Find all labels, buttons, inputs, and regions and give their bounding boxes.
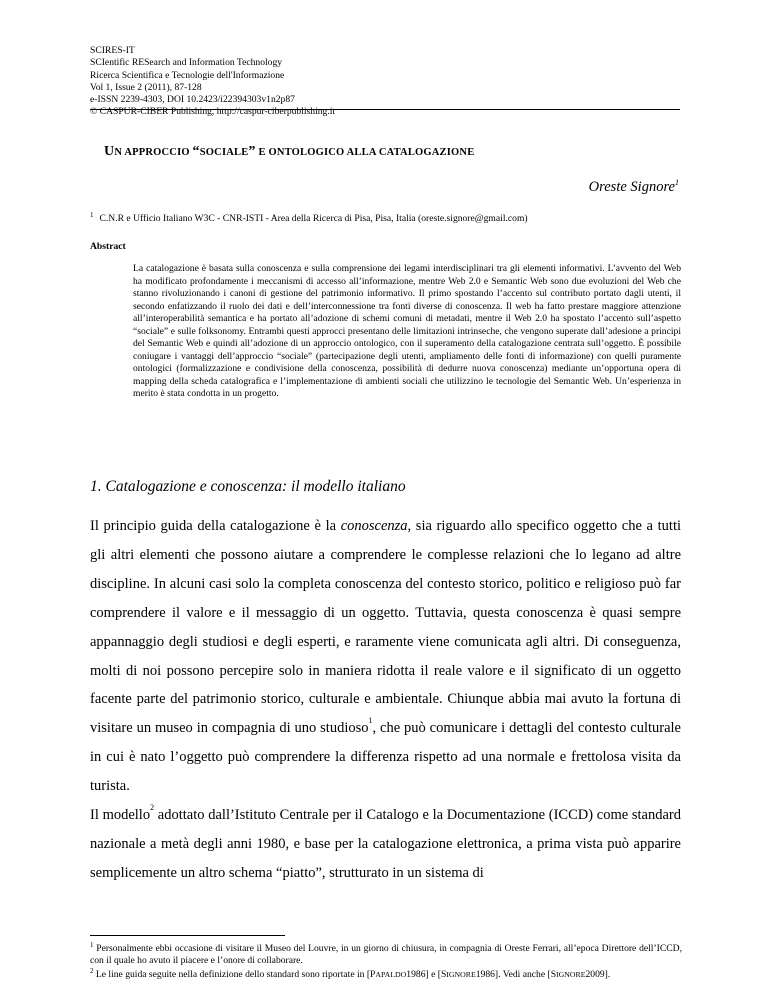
body-text-span: , sia riguardo allo specifico oggetto che a tutti gli altri elementi che possono aiutare a comprendere le complesse relazioni che lo legano ad altre discipline. In alcuni casi solo la completa conoscenza del contesto storico, politico e religioso può far comprendere il valore e il messaggio di un oggetto. Tuttavia, questa conoscenza è quasi sempre appannaggio degli studiosi e degli esperti, e raramente viene comunicata agli altri. Di conseguenza, molti di noi possono percepire solo in maniera ridotta il reale valore e il significato di un oggetto facente parte del patrimonio storico, culturale e ambientale. Chiunque abbia mai avuto la fortuna di visitare un museo in compagnia di uno studioso bbox=[90, 518, 681, 737]
body-text-span: adottato dall’Istituto Centrale per il Catalogo e la Documentazione (ICCD) come standard nazionale a metà degli anni 1980, e base per la catalogazione elettronica, a prima vista può apparire semplicemente un altro schema “piatto”, strutturato in un sistema di bbox=[90, 807, 681, 881]
section-heading: 1. Catalogazione e conoscenza: il modello italiano bbox=[90, 478, 406, 495]
citation-text: 1986]. Vedi anche [ bbox=[475, 969, 551, 981]
title-part: N APPROCCIO bbox=[114, 147, 193, 158]
body-text-span: Il modello bbox=[90, 807, 151, 824]
citation-text: S bbox=[550, 969, 557, 981]
body-text-span: Il principio guida della catalogazione è la bbox=[90, 518, 341, 534]
author-name bbox=[589, 178, 679, 196]
footnote-reference: 2 bbox=[150, 803, 155, 813]
journal-header bbox=[90, 45, 680, 119]
footnote-text: Personalmente ebbi occasione di visitare il Museo del Louvre, in un giorno di chiusura, in compagnia di Oreste Ferrari, all’epoca Direttore dell’ICCD, con il quale ho avuto il piacere e l’onore di collaborare. bbox=[90, 943, 682, 966]
paper-title bbox=[104, 144, 474, 160]
title-part: U bbox=[104, 144, 115, 159]
title-part: ” bbox=[248, 144, 256, 159]
journal-header-line: SCIRES-IT bbox=[90, 45, 135, 56]
footnote-marker: 2 bbox=[90, 967, 94, 976]
citation-text: P bbox=[370, 969, 376, 981]
header-divider bbox=[90, 109, 680, 110]
body-text-span: , che può comunicare i dettagli del contesto culturale in cui è nato l’oggetto può comprendere la differenza rispetto ad una normale e frettolosa visita da turista. bbox=[90, 720, 681, 795]
author-name-text: Oreste Signore bbox=[588, 179, 675, 195]
footnote-reference: 1 bbox=[368, 716, 373, 726]
abstract-body: La catalogazione è basata sulla conoscenza e sulla comprensione dei legami interdisciplinari tra gli elementi informativi. L’avvento del Web ha modificato profondamente i meccanismi di accesso all’informazione, mentre Web 2.0 e Semantic Web sono due evoluzioni del Web che stanno rivoluzionando i canoni di gestione del patrimonio informativo. Il primo spostando l’accento sul contributo portato dagli utenti, il secondo enfatizzando il ruolo dei dati e dell’interconnessione tra fonti diverse di conoscenza. Il web ha fatto prestare maggiore attenzione all’interoperabilità semantica e ha portato all’adozione di schemi comuni di metadati, mentre il Web 2.0 ha spostato l’accento sull’aspetto “sociale” e sulle folksonomy. Entrambi questi approcci presentano delle limitazioni intrinseche, che vengono superate dall’adesione a principi del Semantic Web e quindi all’adozione di un approccio ontologico, con il superamento della catalogazione centrata sull’oggetto. È possibile coniugare i vantaggi dell’approccio “sociale” (partecipazione degli utenti, ampliamento delle fonti di informazione) con quelli puramente ontologici (formalizzazione e condivisione della conoscenza, possibilità di dedurre nuova conoscenza) mediante un’opportuna opera di mapping della scheda catalografica e l’implementazione di ambienti sociali che utilizzino le tecnologie del Semantic Web. Un’esperienza in merito è stata condotta in un progetto. bbox=[133, 263, 681, 399]
citation-text: S bbox=[440, 969, 447, 981]
title-part: E ONTOLOGICO ALLA CATALOGAZIONE bbox=[255, 147, 475, 158]
author-affiliation bbox=[90, 211, 528, 224]
citation-text: 2009]. bbox=[585, 969, 611, 981]
emphasis-text: conoscenza bbox=[340, 518, 408, 534]
citation-text: APALDO bbox=[375, 970, 407, 980]
journal-header-line: SCIentific RESearch and Information Technology bbox=[90, 57, 283, 69]
body-text bbox=[90, 512, 681, 888]
citation-text: IGNORE bbox=[446, 970, 476, 980]
author-affiliation-marker: 1 bbox=[675, 178, 679, 187]
footnote-text: Le line guida seguite nella definizione dello standard sono riportate in [ bbox=[93, 969, 371, 981]
footnotes bbox=[90, 940, 682, 981]
body-paragraph bbox=[90, 801, 681, 888]
citation-text: 1986] e [ bbox=[406, 969, 441, 981]
footnote-1 bbox=[90, 940, 682, 966]
affiliation-text: C.N.R e Ufficio Italiano W3C - CNR-ISTI - Area della Ricerca di Pisa, Pisa, Italia (oreste.signore@gmail.com) bbox=[99, 213, 528, 224]
abstract-heading: Abstract bbox=[90, 241, 126, 252]
title-part: SOCIALE bbox=[199, 147, 249, 158]
journal-header-line: Vol 1, Issue 2 (2011), 87-128 bbox=[90, 81, 202, 93]
body-paragraph bbox=[90, 512, 681, 801]
journal-header-line: © CASPUR-CIBER Publishing, http://caspur-ciberpublishing.it bbox=[90, 106, 336, 118]
footnote-marker: 1 bbox=[90, 941, 94, 949]
affiliation-marker: 1 bbox=[90, 211, 94, 219]
title-part: “ bbox=[192, 144, 200, 159]
journal-header-line: Ricerca Scientifica e Tecnologie dell'Informazione bbox=[90, 69, 285, 81]
footnote-divider bbox=[90, 935, 285, 936]
footnote-2 bbox=[90, 966, 682, 981]
citation-text: IGNORE bbox=[556, 970, 586, 980]
journal-header-line: e-ISSN 2239-4303, DOI 10.2423/i22394303v1n2p87 bbox=[90, 94, 295, 106]
